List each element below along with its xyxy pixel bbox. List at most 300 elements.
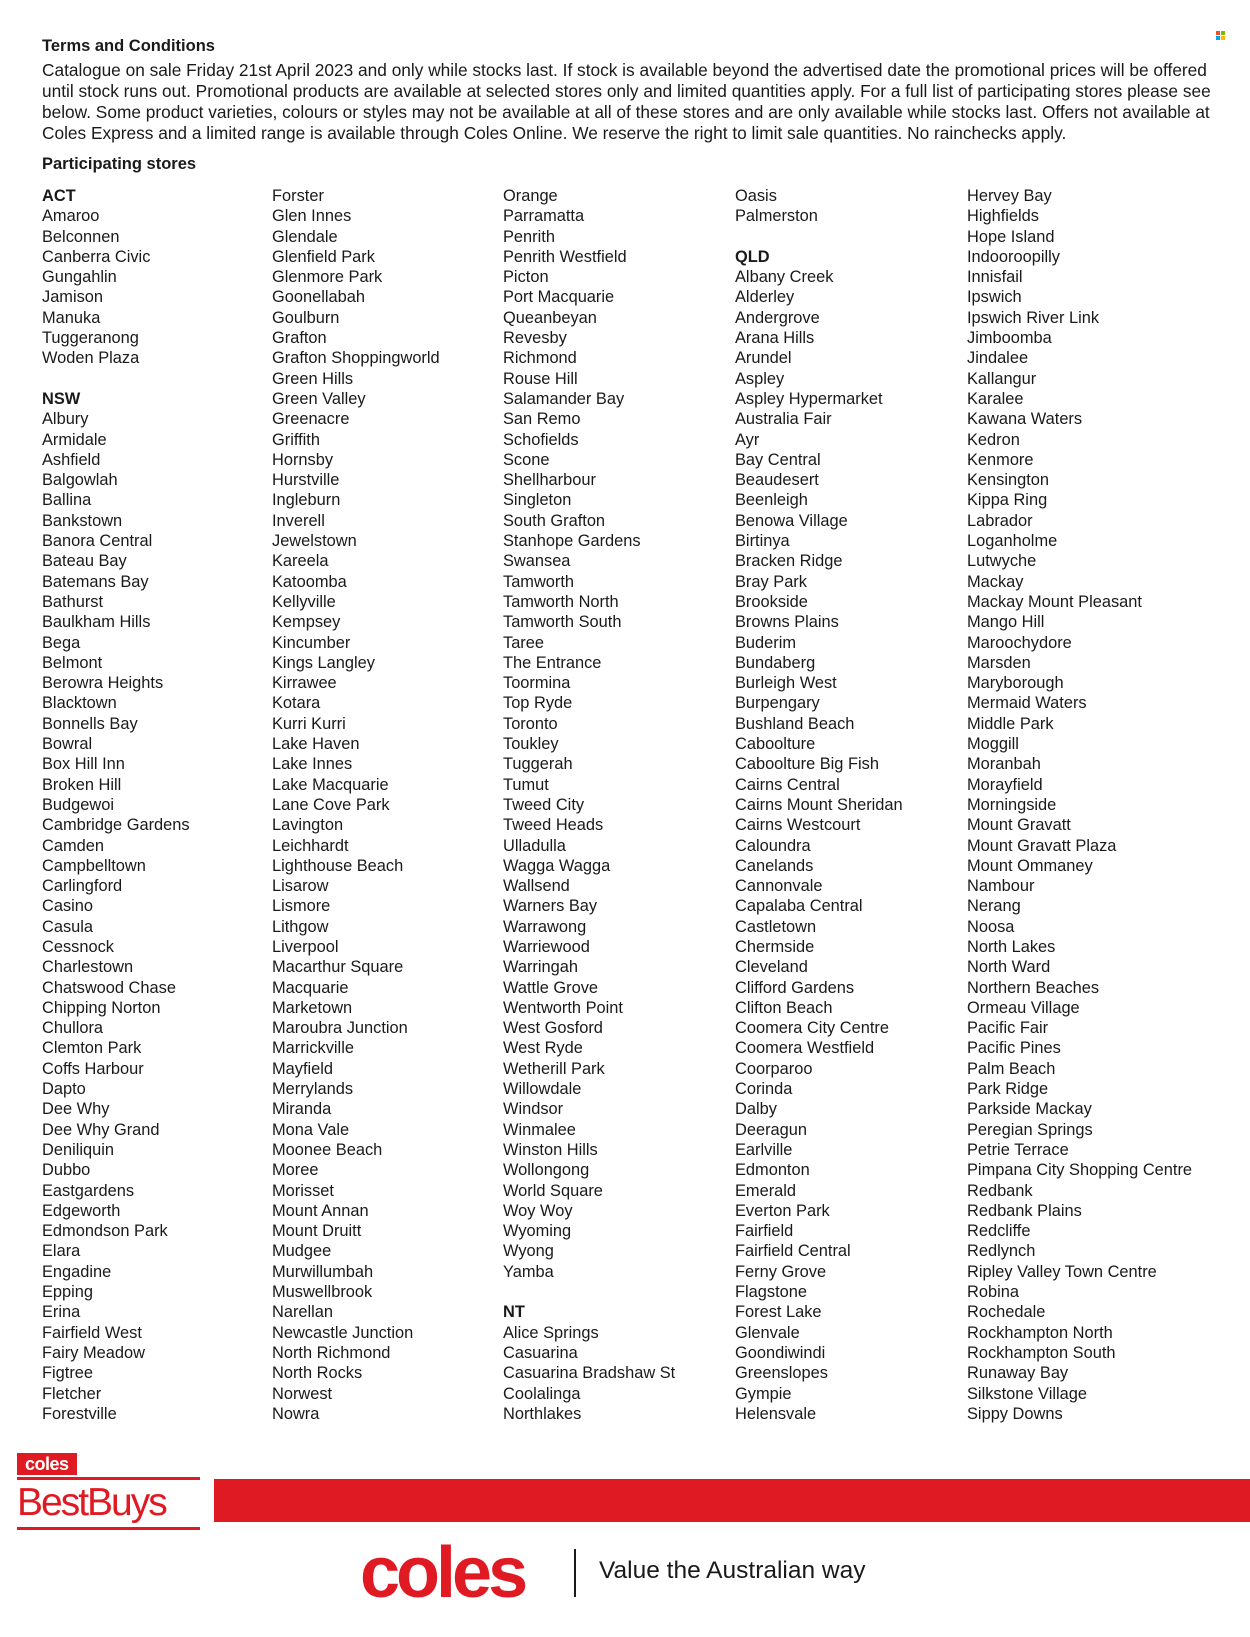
store-item: Goondiwindi: [735, 1343, 826, 1362]
store-item: Stanhope Gardens: [503, 532, 641, 551]
store-item: Cairns Westcourt: [735, 816, 861, 835]
store-item: Dee Why: [42, 1100, 110, 1119]
store-item: Eastgardens: [42, 1181, 135, 1200]
store-item: Bankstown: [42, 511, 123, 530]
store-item: Caboolture Big Fish: [735, 755, 879, 774]
store-item: Wentworth Point: [503, 998, 623, 1017]
store-item: Nambour: [967, 877, 1035, 896]
store-item: Wollongong: [503, 1161, 590, 1180]
store-item: Australia Fair: [735, 410, 832, 429]
store-item: Runaway Bay: [967, 1364, 1069, 1383]
store-item: Maroochydore: [967, 633, 1072, 652]
store-item: Liverpool: [272, 937, 339, 956]
store-item: Wattle Grove: [503, 978, 599, 997]
store-item: Batemans Bay: [42, 572, 149, 591]
store-item: Hornsby: [272, 450, 334, 469]
store-item: Windsor: [503, 1100, 564, 1119]
footer-tagline: Value the Australian way: [599, 1557, 866, 1584]
store-item: Morayfield: [967, 775, 1043, 794]
store-item: Bushland Beach: [735, 714, 855, 733]
store-item: Alderley: [735, 288, 795, 307]
store-item: Coorparoo: [735, 1059, 813, 1078]
store-column-2: [272, 186, 440, 1424]
store-item: Berowra Heights: [42, 674, 164, 693]
store-item: Buderim: [735, 633, 797, 652]
store-item: Pimpana City Shopping Centre: [967, 1161, 1193, 1180]
store-item: Balgowlah: [42, 471, 118, 490]
store-item: Lutwyche: [967, 552, 1037, 571]
store-item: Scone: [503, 450, 550, 469]
store-item: Petrie Terrace: [967, 1140, 1069, 1159]
store-item: Maroubra Junction: [272, 1019, 408, 1038]
store-item: Wyoming: [503, 1222, 572, 1241]
store-item: Kempsey: [272, 613, 341, 632]
store-item: Earlville: [735, 1140, 793, 1159]
store-item: Taree: [503, 633, 544, 652]
store-item: Bega: [42, 633, 81, 652]
store-item: Mount Annan: [272, 1201, 369, 1220]
state-heading: QLD: [735, 247, 770, 266]
store-item: Wyong: [503, 1242, 554, 1261]
store-item: Green Valley: [272, 389, 366, 408]
store-item: South Grafton: [503, 511, 606, 530]
store-item: Capalaba Central: [735, 897, 863, 916]
store-item: Kirrawee: [272, 674, 337, 693]
store-item: Benowa Village: [735, 511, 848, 530]
store-item: Ipswich River Link: [967, 308, 1100, 327]
red-banner-stripe: [214, 1479, 1250, 1522]
store-item: Albany Creek: [735, 268, 834, 287]
store-item: Ayr: [735, 430, 760, 449]
store-item: Salamander Bay: [503, 389, 625, 408]
store-item: Tuggeranong: [42, 329, 139, 348]
store-item: Yamba: [503, 1262, 554, 1281]
store-item: Richmond: [503, 349, 577, 368]
store-item: Penrith: [503, 227, 555, 246]
store-item: Redcliffe: [967, 1222, 1031, 1241]
store-item: Parramatta: [503, 207, 585, 226]
store-item: Miranda: [272, 1100, 332, 1119]
store-item: Fairfield West: [42, 1323, 142, 1342]
store-item: Arana Hills: [735, 329, 815, 348]
store-item: Penrith Westfield: [503, 247, 627, 266]
store-item: Kensington: [967, 471, 1050, 490]
store-item: Palm Beach: [967, 1059, 1056, 1078]
store-item: Charlestown: [42, 958, 134, 977]
store-item: Innisfail: [967, 268, 1023, 287]
store-item: Elara: [42, 1242, 81, 1261]
store-item: Mount Gravatt Plaza: [967, 836, 1117, 855]
store-item: Lavington: [272, 816, 344, 835]
store-item: Bowral: [42, 735, 93, 754]
store-item: Ballina: [42, 491, 92, 510]
store-item: Marketown: [272, 998, 353, 1017]
store-item: Cairns Central: [735, 775, 840, 794]
store-item: Green Hills: [272, 369, 354, 388]
store-item: West Gosford: [503, 1019, 603, 1038]
store-item: Willowdale: [503, 1080, 582, 1099]
store-item: Fairfield: [735, 1222, 794, 1241]
store-item: Chullora: [42, 1019, 104, 1038]
terms-section: [42, 36, 1222, 144]
store-item: Palmerston: [735, 207, 818, 226]
store-item: Macarthur Square: [272, 958, 404, 977]
store-item: Picton: [503, 268, 549, 287]
store-item: Edmondson Park: [42, 1222, 168, 1241]
store-item: Kotara: [272, 694, 321, 713]
store-item: Robina: [967, 1283, 1019, 1302]
store-item: Moggill: [967, 735, 1019, 754]
store-item: Bateau Bay: [42, 552, 127, 571]
store-item: Kareela: [272, 552, 329, 571]
store-item: Redlynch: [967, 1242, 1036, 1261]
store-item: Murwillumbah: [272, 1262, 374, 1281]
store-item: Norwest: [272, 1384, 333, 1403]
store-item: Tuggerah: [503, 755, 573, 774]
store-item: Fairfield Central: [735, 1242, 851, 1261]
state-heading: NT: [503, 1303, 525, 1322]
store-item: Bray Park: [735, 572, 807, 591]
coles-bestbuys-logo: [17, 1453, 203, 1545]
store-item: Wallsend: [503, 877, 570, 896]
store-item: Marrickville: [272, 1039, 354, 1058]
store-item: Redbank Plains: [967, 1201, 1082, 1220]
store-item: Epping: [42, 1283, 94, 1302]
store-item: Gungahlin: [42, 268, 117, 287]
store-item: Ashfield: [42, 450, 101, 469]
store-item: Ormeau Village: [967, 998, 1080, 1017]
store-item: Warringah: [503, 958, 578, 977]
store-item: Tamworth South: [503, 613, 622, 632]
store-item: Clifford Gardens: [735, 978, 855, 997]
participating-stores-heading: Participating stores: [42, 155, 197, 173]
list-spacer: [503, 1282, 675, 1302]
store-item: Belconnen: [42, 227, 120, 246]
store-item: North Lakes: [967, 937, 1056, 956]
store-item: Warrawong: [503, 917, 587, 936]
store-item: Warners Bay: [503, 897, 598, 916]
store-item: Cessnock: [42, 937, 114, 956]
store-item: Helensvale: [735, 1404, 817, 1423]
store-item: Beenleigh: [735, 491, 808, 510]
store-item: Casula: [42, 917, 94, 936]
store-item: Arundel: [735, 349, 792, 368]
store-column-5: [967, 186, 1192, 1424]
store-item: Hurstville: [272, 471, 340, 490]
bestbuys-rule-bottom: [17, 1527, 200, 1530]
store-item: Winmalee: [503, 1120, 576, 1139]
store-item: Forster: [272, 187, 324, 205]
store-item: Middle Park: [967, 714, 1054, 733]
store-item: Greenslopes: [735, 1364, 828, 1383]
store-item: Orange: [503, 187, 558, 205]
store-item: West Ryde: [503, 1039, 583, 1058]
store-item: Kenmore: [967, 450, 1034, 469]
store-item: Mermaid Waters: [967, 694, 1087, 713]
store-item: Northlakes: [503, 1404, 582, 1423]
store-item: Hervey Bay: [967, 187, 1052, 205]
store-item: Macquarie: [272, 978, 349, 997]
store-item: Budgewoi: [42, 795, 114, 814]
store-item: Kedron: [967, 430, 1020, 449]
store-item: Jimboomba: [967, 329, 1052, 348]
store-item: Rockhampton North: [967, 1323, 1113, 1342]
store-item: Mount Gravatt: [967, 816, 1071, 835]
store-item: Mackay: [967, 572, 1024, 591]
store-item: Banora Central: [42, 532, 153, 551]
store-item: Oasis: [735, 187, 777, 205]
store-item: Goonellabah: [272, 288, 365, 307]
store-item: Tamworth North: [503, 592, 619, 611]
store-item: Coomera City Centre: [735, 1019, 889, 1038]
store-item: Moonee Beach: [272, 1140, 383, 1159]
store-item: Edmonton: [735, 1161, 810, 1180]
store-item: Labrador: [967, 511, 1033, 530]
store-item: Park Ridge: [967, 1080, 1049, 1099]
store-item: Castletown: [735, 917, 817, 936]
store-item: Kallangur: [967, 369, 1037, 388]
store-item: Casino: [42, 897, 94, 916]
store-item: Mackay Mount Pleasant: [967, 592, 1142, 611]
store-item: Fletcher: [42, 1384, 102, 1403]
bestbuys-coles-badge: coles: [17, 1453, 77, 1475]
store-item: San Remo: [503, 410, 581, 429]
store-item: Browns Plains: [735, 613, 839, 632]
store-item: Blacktown: [42, 694, 117, 713]
store-item: Leichhardt: [272, 836, 349, 855]
list-spacer: [42, 369, 190, 389]
bestbuys-wordmark: BestBuys: [17, 1481, 166, 1524]
store-item: Highfields: [967, 207, 1039, 226]
store-item: Hope Island: [967, 227, 1055, 246]
store-item: Mango Hill: [967, 613, 1045, 632]
store-column-1: [42, 186, 190, 1424]
store-item: Narellan: [272, 1303, 334, 1322]
store-item: Toormina: [503, 674, 571, 693]
store-item: Fairy Meadow: [42, 1343, 145, 1362]
store-item: Lisarow: [272, 877, 329, 896]
store-item: North Rocks: [272, 1364, 363, 1383]
store-item: Cairns Mount Sheridan: [735, 795, 903, 814]
store-item: Canberra Civic: [42, 247, 151, 266]
store-item: Goulburn: [272, 308, 340, 327]
store-item: Glenvale: [735, 1323, 800, 1342]
store-item: Peregian Springs: [967, 1120, 1093, 1139]
store-item: Winston Hills: [503, 1140, 598, 1159]
store-item: Caboolture: [735, 735, 816, 754]
store-item: Edgeworth: [42, 1201, 121, 1220]
coles-logo: coles: [360, 1533, 525, 1613]
store-item: Top Ryde: [503, 694, 573, 713]
store-item: Chatswood Chase: [42, 978, 176, 997]
store-item: Belmont: [42, 653, 103, 672]
store-item: Pacific Pines: [967, 1039, 1061, 1058]
store-item: Clemton Park: [42, 1039, 142, 1058]
store-item: Wagga Wagga: [503, 856, 611, 875]
store-item: Mayfield: [272, 1059, 334, 1078]
store-item: Silkstone Village: [967, 1384, 1087, 1403]
store-item: Flagstone: [735, 1283, 807, 1302]
store-item: Inverell: [272, 511, 325, 530]
store-item: Amaroo: [42, 207, 100, 226]
list-spacer: [735, 227, 903, 247]
store-item: Box Hill Inn: [42, 755, 125, 774]
store-column-4: [735, 186, 903, 1424]
store-item: Rouse Hill: [503, 369, 578, 388]
store-item: Ipswich: [967, 288, 1022, 307]
store-item: Clifton Beach: [735, 998, 833, 1017]
store-item: Moranbah: [967, 755, 1041, 774]
store-item: Chermside: [735, 937, 815, 956]
store-item: Kings Langley: [272, 653, 375, 672]
store-item: Emerald: [735, 1181, 797, 1200]
store-item: Morisset: [272, 1181, 334, 1200]
store-item: Sippy Downs: [967, 1404, 1063, 1423]
store-item: Rochedale: [967, 1303, 1046, 1322]
store-item: Jewelstown: [272, 532, 357, 551]
store-item: Kincumber: [272, 633, 351, 652]
store-item: Schofields: [503, 430, 579, 449]
store-item: Broken Hill: [42, 775, 122, 794]
store-item: Kippa Ring: [967, 491, 1048, 510]
store-item: Nerang: [967, 897, 1021, 916]
store-item: Dubbo: [42, 1161, 91, 1180]
store-item: Coffs Harbour: [42, 1059, 144, 1078]
store-item: Mona Vale: [272, 1120, 350, 1139]
store-item: Port Macquarie: [503, 288, 615, 307]
store-item: Ripley Valley Town Centre: [967, 1262, 1157, 1281]
store-item: Armidale: [42, 430, 107, 449]
store-item: Coomera Westfield: [735, 1039, 875, 1058]
store-item: Figtree: [42, 1364, 94, 1383]
store-item: Ulladulla: [503, 836, 566, 855]
store-item: North Richmond: [272, 1343, 391, 1362]
store-item: Alice Springs: [503, 1323, 599, 1342]
store-item: Lismore: [272, 897, 331, 916]
store-item: Baulkham Hills: [42, 613, 151, 632]
store-item: Glenmore Park: [272, 268, 383, 287]
store-item: Swansea: [503, 552, 571, 571]
store-item: Mudgee: [272, 1242, 332, 1261]
store-item: Karalee: [967, 389, 1024, 408]
store-item: Brookside: [735, 592, 808, 611]
store-item: Newcastle Junction: [272, 1323, 414, 1342]
store-item: Tumut: [503, 775, 549, 794]
store-item: Marsden: [967, 653, 1031, 672]
store-item: Grafton Shoppingworld: [272, 349, 440, 368]
store-item: Pacific Fair: [967, 1019, 1049, 1038]
store-item: Ingleburn: [272, 491, 341, 510]
store-item: Toronto: [503, 714, 558, 733]
store-item: Glenfield Park: [272, 247, 375, 266]
store-item: Lighthouse Beach: [272, 856, 404, 875]
store-item: Morningside: [967, 795, 1057, 814]
store-item: Katoomba: [272, 572, 347, 591]
store-item: Birtinya: [735, 532, 790, 551]
store-item: Jindalee: [967, 349, 1029, 368]
store-item: Cambridge Gardens: [42, 816, 190, 835]
store-item: Rockhampton South: [967, 1343, 1116, 1362]
store-item: Burleigh West: [735, 674, 837, 693]
store-item: Deeragun: [735, 1120, 807, 1139]
store-item: Kurri Kurri: [272, 714, 346, 733]
store-item: Corinda: [735, 1080, 793, 1099]
store-item: Bundaberg: [735, 653, 816, 672]
store-item: Andergrove: [735, 308, 820, 327]
store-item: Merrylands: [272, 1080, 354, 1099]
store-item: Dapto: [42, 1080, 86, 1099]
store-item: Glen Innes: [272, 207, 352, 226]
store-item: Beaudesert: [735, 471, 819, 490]
store-item: Woy Woy: [503, 1201, 573, 1220]
store-item: Grafton: [272, 329, 327, 348]
store-item: Caloundra: [735, 836, 811, 855]
store-item: Indooroopilly: [967, 247, 1060, 266]
store-item: Tweed City: [503, 795, 585, 814]
store-item: Bay Central: [735, 450, 821, 469]
store-item: Noosa: [967, 917, 1015, 936]
store-item: Bonnells Bay: [42, 714, 138, 733]
store-item: Casuarina Bradshaw St: [503, 1364, 676, 1383]
store-item: Shellharbour: [503, 471, 596, 490]
store-item: Aspley: [735, 369, 785, 388]
store-item: Maryborough: [967, 674, 1064, 693]
store-item: Glendale: [272, 227, 338, 246]
store-item: Queanbeyan: [503, 308, 597, 327]
store-item: Canelands: [735, 856, 814, 875]
store-item: Singleton: [503, 491, 572, 510]
store-item: The Entrance: [503, 653, 602, 672]
footer-divider: [574, 1549, 576, 1597]
store-item: Albury: [42, 410, 89, 429]
store-item: Lane Cove Park: [272, 795, 390, 814]
store-item: Cannonvale: [735, 877, 823, 896]
store-item: Parkside Mackay: [967, 1100, 1092, 1119]
store-item: Carlingford: [42, 877, 123, 896]
store-item: Campbelltown: [42, 856, 146, 875]
store-item: Aspley Hypermarket: [735, 389, 883, 408]
store-item: Burpengary: [735, 694, 820, 713]
store-item: Toukley: [503, 735, 559, 754]
store-column-3: [503, 186, 675, 1424]
store-item: Wetherill Park: [503, 1059, 605, 1078]
store-item: Chipping Norton: [42, 998, 161, 1017]
store-item: Engadine: [42, 1262, 112, 1281]
store-item: Casuarina: [503, 1343, 578, 1362]
store-item: Lake Haven: [272, 735, 360, 754]
store-item: Erina: [42, 1303, 81, 1322]
store-item: Dalby: [735, 1100, 777, 1119]
store-item: Greenacre: [272, 410, 350, 429]
store-item: North Ward: [967, 958, 1051, 977]
store-item: Lithgow: [272, 917, 329, 936]
store-item: Kellyville: [272, 592, 336, 611]
bestbuys-rule-top: [17, 1477, 200, 1480]
store-item: Forestville: [42, 1404, 117, 1423]
state-heading: NSW: [42, 389, 81, 408]
store-item: Camden: [42, 836, 104, 855]
store-item: Kawana Waters: [967, 410, 1083, 429]
store-item: Tweed Heads: [503, 816, 604, 835]
store-item: Mount Druitt: [272, 1222, 362, 1241]
store-item: Muswellbrook: [272, 1283, 373, 1302]
store-item: World Square: [503, 1181, 603, 1200]
store-item: Jamison: [42, 288, 104, 307]
store-item: Forest Lake: [735, 1303, 822, 1322]
store-item: Revesby: [503, 329, 567, 348]
store-item: Dee Why Grand: [42, 1120, 160, 1139]
state-heading: ACT: [42, 187, 76, 205]
